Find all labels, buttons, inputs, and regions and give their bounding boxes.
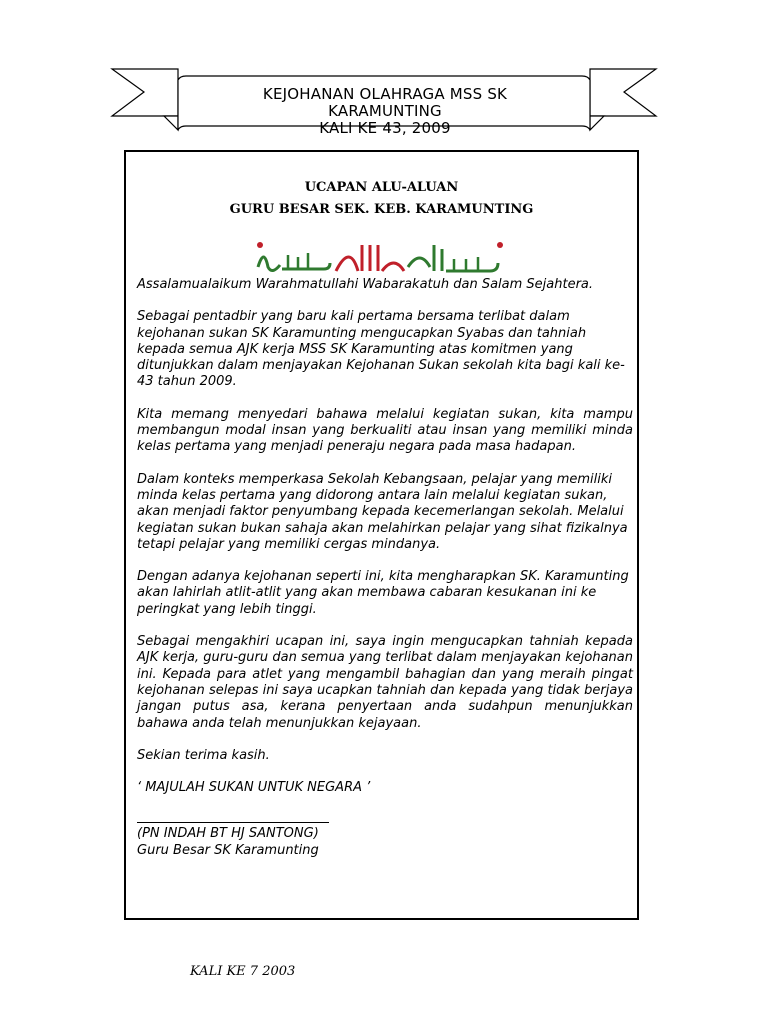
signature-name: (PN INDAH BT HJ SANTONG)	[137, 826, 319, 842]
letter-heading-1: UCAPAN ALU-ALUAN	[304, 180, 459, 195]
banner-line-2: KARAMUNTING	[328, 102, 442, 120]
letter-frame	[124, 150, 639, 920]
banner-title	[185, 86, 585, 137]
ribbon-left-tail	[112, 69, 178, 116]
paragraph-4: Dengan adanya kejohanan seperti ini, kita mengharapkan SK. Karamunting akan lahirlah atlit-atlit yang akan membawa cabaran kesukanan ini ke peringkat yang lebih tinggi.	[137, 569, 629, 617]
letter-heading-2: GURU BESAR SEK. KEB. KARAMUNTING	[229, 202, 534, 217]
closing-thanks: Sekian terima kasih.	[137, 747, 270, 763]
paragraph-1: Sebagai pentadbir yang baru kali pertama bersama terlibat dalam kejohanan sukan SK Karamunting mengucapkan Syabas dan tahniah kepada semua AJK kerja MSS SK Karamunting atas komitmen yang ditunjukkan dalam menjayakan Kejohanan Sukan sekolah kita bagi kali ke-43 tahun 2009.	[137, 309, 625, 390]
signature-title: Guru Besar SK Karamunting	[137, 842, 319, 858]
footer-note: KALI KE 7 2003	[190, 964, 296, 979]
paragraph-5: Sebagai mengakhiri ucapan ini, saya ingin mengucapkan tahniah kepada AJK kerja, guru-guru dan semua yang terlibat dalam menjayakan kejohanan ini. Kepada para atlet yang mengambil bahagian dan yang meraih pingat kejohanan selepas ini saya ucapkan tahniah dan kepada yang tidak berjaya jangan putus asa, kerana penyertaan anda sudahpun menunjukkan bahawa anda telah menunjukkan kejayaan.	[137, 634, 633, 731]
signature-line	[137, 822, 329, 823]
paragraph-3: Dalam konteks memperkasa Sekolah Kebangsaan, pelajar yang memiliki minda kelas pertama yang didorong antara lain melalui kegiatan sukan, akan menjadi faktor penyumbang kepada kecemerlangan sekolah. Melalui kegiatan sukan bukan sahaja akan melahirkan pelajar yang sihat fizikalnya tetapi pelajar yang memiliki cergas mindanya.	[137, 471, 628, 552]
banner-line-3: KALI KE 43, 2009	[319, 119, 451, 137]
ribbon-right-tail	[590, 69, 656, 116]
motto: ‘ MAJULAH SUKAN UNTUK NEGARA ’	[137, 780, 371, 796]
ribbon-left-fold	[164, 116, 178, 130]
paragraph-greeting: Assalamualaikum Warahmatullahi Wabarakatuh dan Salam Sejahtera.	[137, 277, 594, 292]
banner-line-1: KEJOHANAN OLAHRAGA MSS SK	[262, 85, 508, 103]
letter-body	[137, 277, 633, 859]
paragraph-2: Kita memang menyedari bahawa melalui kegiatan sukan, kita mampu membangun modal insan yang berkualiti atau insan yang memiliki minda kelas pertama yang menjadi peneraju negara pada masa hadapan.	[137, 406, 633, 455]
ribbon-right-fold	[590, 116, 604, 130]
bismillah-calligraphy	[254, 237, 508, 279]
